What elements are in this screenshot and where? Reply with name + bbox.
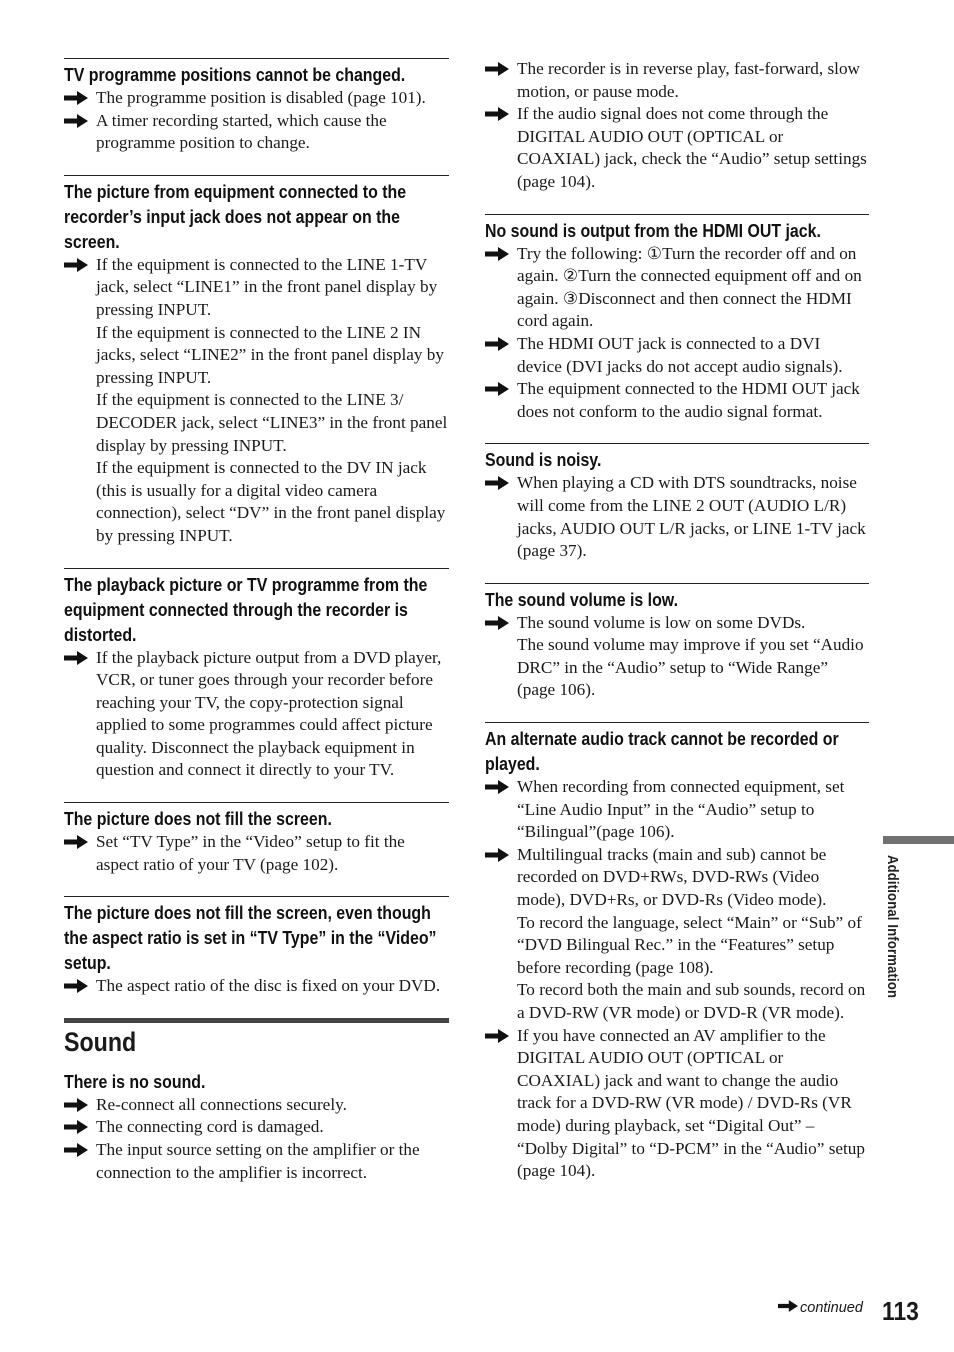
- solution-text: Try the following: ①Turn the recorder off and on again. ②Turn the connected equipment off and on again. ③Disconnect and then connect the HDMI cord again.: [517, 243, 862, 331]
- category-title: Sound: [64, 1026, 137, 1057]
- solution-text: The connecting cord is damaged.: [96, 1117, 324, 1137]
- continued-label: continued: [800, 1300, 863, 1316]
- solution-list: [485, 58, 869, 194]
- solution-item: [64, 1139, 449, 1184]
- solution-text: If the equipment is connected to the LINE 1-TV jack, select “LINE1” in the front panel display by pressing INPUT.: [96, 254, 438, 319]
- section-heading: Sound is noisy.: [485, 449, 602, 471]
- solution-item: [485, 844, 869, 1025]
- right-arrow-icon: [485, 476, 509, 490]
- solution-text: The recorder is in reverse play, fast-forward, slow motion, or pause mode.: [517, 59, 860, 101]
- right-arrow-icon: [485, 337, 509, 351]
- solution-text: If the audio signal does not come through the DIGITAL AUDIO OUT (OPTICAL or COAXIAL) jack, check the “Audio” setup settings (page 104).: [517, 104, 867, 191]
- section-heading: The playback picture or TV programme from the equipment connected through the recorder is distorted.: [64, 573, 428, 645]
- solution-list: [64, 254, 449, 548]
- right-arrow-icon: [485, 107, 509, 121]
- right-arrow-icon: [485, 382, 509, 396]
- solution-text: Set “TV Type” in the “Video” setup to fit the aspect ratio of your TV (page 102).: [96, 832, 405, 874]
- right-arrow-icon: [485, 1029, 509, 1043]
- right-arrow-icon: [64, 835, 88, 849]
- right-arrow-icon: [64, 979, 88, 993]
- solution-text: Re-connect all connections securely.: [96, 1094, 347, 1114]
- solution-item: [64, 975, 449, 998]
- solution-item: [485, 776, 869, 844]
- solution-item: [485, 103, 869, 193]
- solution-list: [64, 975, 449, 998]
- solution-text: If the playback picture output from a DVD player, VCR, or tuner goes through your recorder before reaching your TV, the copy-protection signal applied to some programmes could affect picture quality. Disconnect the playback equipment in question and connect it directly to your TV.: [96, 647, 442, 780]
- solution-item: [64, 87, 449, 110]
- solution-item: [485, 612, 869, 702]
- solution-item: [64, 1094, 449, 1117]
- section-heading: TV programme positions cannot be changed.: [64, 64, 406, 85]
- solution-item: [485, 243, 869, 333]
- section-heading: The picture does not fill the screen.: [64, 808, 332, 830]
- solution-item: [64, 831, 449, 876]
- solution-item: [64, 254, 449, 548]
- right-arrow-icon: [64, 91, 88, 105]
- troubleshooting-section: [64, 802, 449, 876]
- solution-text: If the equipment is connected to the DV IN jack (this is usually for a digital video camera connection), select “DV” in the front panel display by pressing INPUT.: [96, 458, 446, 545]
- solution-text: Multilingual tracks (main and sub) cannot be recorded on DVD+RWs, DVD-RWs (Video mode), DVD+Rs, or DVD-Rs (Video mode).: [517, 844, 827, 910]
- solution-item: [485, 378, 869, 423]
- solution-text: If you have connected an AV amplifier to the DIGITAL AUDIO OUT (OPTICAL or COAXIAL) jack and want to change the audio track for a DVD-RW (VR mode) / DVD-Rs (VR mode) during playback, set “Digital Out” – “Dolby Digital” to “D-PCM” in the “Audio” setup (page 104).: [517, 1025, 865, 1181]
- right-column: [485, 58, 869, 1203]
- right-arrow-icon: [64, 651, 88, 665]
- section-heading: The picture does not fill the screen, even though the aspect ratio is set in “TV Type” in the “Video” setup.: [64, 902, 437, 974]
- troubleshooting-section: [485, 722, 869, 1183]
- solution-item: [64, 110, 449, 155]
- solution-text: The input source setting on the amplifier or the connection to the amplifier is incorrect.: [96, 1140, 420, 1182]
- solution-text: The sound volume may improve if you set “Audio DRC” in the “Audio” setup to “Wide Range” (page 106).: [517, 635, 864, 700]
- solution-item: [64, 647, 449, 783]
- side-section-label: [884, 855, 906, 1025]
- solution-list: [64, 831, 449, 876]
- right-arrow-icon: [485, 247, 509, 261]
- solution-list: [64, 1094, 449, 1184]
- solution-list: [64, 647, 449, 783]
- solution-text: The equipment connected to the HDMI OUT jack does not conform to the audio signal format.: [517, 379, 860, 421]
- right-arrow-icon: [64, 114, 88, 128]
- right-arrow-icon: [64, 1098, 88, 1112]
- right-arrow-icon: [485, 616, 509, 630]
- right-arrow-icon: [485, 848, 509, 862]
- right-arrow-icon: [485, 780, 509, 794]
- troubleshooting-section: [64, 1069, 449, 1184]
- troubleshooting-section: [485, 214, 869, 424]
- solution-list: [485, 472, 869, 562]
- solution-text: To record both the main and sub sounds, record on a DVD-RW (VR mode) or DVD-R (VR mode).: [517, 980, 866, 1022]
- troubleshooting-section: [64, 896, 449, 998]
- left-column: [64, 58, 449, 1204]
- right-arrow-icon: [485, 62, 509, 76]
- solution-text: If the equipment is connected to the LINE 3/ DECODER jack, select “LINE3” in the front panel display by pressing INPUT.: [96, 390, 448, 455]
- solution-text: When recording from connected equipment, set “Line Audio Input” in the “Audio” setup to “Bilingual”(page 106).: [517, 777, 845, 842]
- solution-list: [64, 87, 449, 155]
- side-section-label-text: Additional Information: [884, 855, 900, 999]
- solution-text: A timer recording started, which cause the programme position to change.: [96, 110, 387, 153]
- right-arrow-icon: [64, 258, 88, 272]
- solution-item: [485, 58, 869, 103]
- section-heading: An alternate audio track cannot be recorded or played.: [485, 728, 839, 775]
- solution-item: [64, 1116, 449, 1139]
- page-number: 113: [882, 1296, 919, 1326]
- solution-item: [485, 333, 869, 378]
- solution-list: [485, 243, 869, 424]
- troubleshooting-section: [64, 175, 449, 548]
- solution-list: [485, 776, 869, 1183]
- solution-text: If the equipment is connected to the LINE 2 IN jacks, select “LINE2” in the front panel display by pressing INPUT.: [96, 322, 444, 387]
- side-tab-marker: [883, 836, 954, 844]
- solution-text: The aspect ratio of the disc is fixed on your DVD.: [96, 976, 441, 996]
- section-heading: The picture from equipment connected to the recorder’s input jack does not appear on the screen.: [64, 180, 407, 252]
- troubleshooting-section: [485, 583, 869, 702]
- solution-text: When playing a CD with DTS soundtracks, noise will come from the LINE 2 OUT (AUDIO L/R) jacks, AUDIO OUT L/R jacks, or LINE 1-TV jack (page 37).: [517, 473, 866, 561]
- continued-indicator: [778, 1300, 863, 1316]
- right-arrow-icon: [64, 1143, 88, 1157]
- solution-text: To record the language, select “Main” or “Sub” of “DVD Bilingual Rec.” in the “Features” setup before recording (page 108).: [517, 912, 862, 977]
- solution-item: [485, 1025, 869, 1183]
- sound-category: [64, 1018, 449, 1059]
- solution-list: [485, 612, 869, 702]
- right-arrow-icon: [778, 1300, 798, 1316]
- troubleshooting-section: [64, 58, 449, 155]
- solution-text: The programme position is disabled (page 101).: [96, 88, 426, 107]
- right-arrow-icon: [64, 1120, 88, 1134]
- section-heading: There is no sound.: [64, 1070, 206, 1092]
- section-heading: No sound is output from the HDMI OUT jack.: [485, 219, 821, 241]
- solution-text: The sound volume is low on some DVDs.: [517, 612, 806, 632]
- troubleshooting-section: [485, 443, 869, 562]
- solution-text: The HDMI OUT jack is connected to a DVI device (DVI jacks do not accept audio signals).: [517, 333, 843, 376]
- troubleshooting-section: [485, 58, 869, 194]
- troubleshooting-section: [64, 568, 449, 783]
- solution-item: [485, 472, 869, 562]
- section-heading: The sound volume is low.: [485, 588, 679, 610]
